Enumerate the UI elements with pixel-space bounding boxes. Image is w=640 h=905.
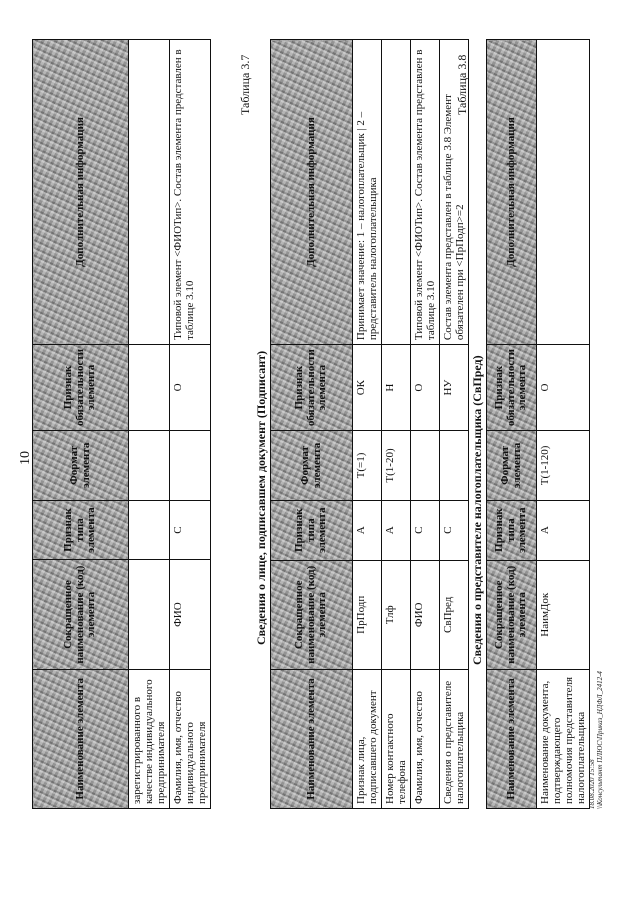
table-cell: зарегистрированного в качестве индивидуального предпринимателя (129, 669, 170, 808)
table-cell: О (537, 345, 590, 431)
table-cell: Состав элемента представлен в таблице 3.8 Элемент обязателен при <ПрПодп>=2 (440, 40, 469, 345)
table-cell: Типовой элемент <ФИОТип>. Состав элемента представлен в таблице 3.10 (170, 40, 211, 345)
column-header: Дополнительная информация (487, 40, 537, 345)
table-cell: Принимает значение: 1 – налогоплательщик | 2 – представитель налогоплательщика (353, 40, 382, 345)
table-cell: Тлф (382, 560, 411, 669)
table-row (353, 40, 382, 809)
column-header: Наименование элемента (33, 669, 129, 808)
table-row (411, 40, 440, 809)
table-cell: ОК (353, 345, 382, 431)
table-row (382, 40, 411, 809)
column-header: Сокращенное наименование (код) элемента (487, 560, 537, 669)
table-header-row (33, 40, 129, 809)
table-row (170, 40, 211, 809)
column-header: Сокращенное наименование (код) элемента (33, 560, 129, 669)
table-header-row (487, 40, 537, 809)
table-cell: С (411, 500, 440, 560)
table-cell: А (353, 500, 382, 560)
table-cell (537, 40, 590, 345)
table-cell: ПрПодп (353, 560, 382, 669)
table-cell (129, 560, 170, 669)
column-header: Признак типа элемента (271, 500, 353, 560)
table-header-row (271, 40, 353, 809)
table-cell (129, 430, 170, 500)
table-cell: НаимДок (537, 560, 590, 669)
table-row (440, 40, 469, 809)
column-header: Наименование элемента (487, 669, 537, 808)
page-number: 10 (18, 451, 33, 465)
table-cell: С (170, 500, 211, 560)
table-cell: ФИО (170, 560, 211, 669)
footer-timestamp: 18.08.2020 15:58 (588, 759, 596, 809)
table-cell (129, 500, 170, 560)
table-cell: Т(1-120) (537, 431, 590, 501)
table-cell (129, 40, 170, 345)
table-cell (440, 431, 469, 501)
table-cell: СвПред (440, 560, 469, 669)
column-header: Признак обязательности элемента (33, 344, 129, 430)
table-cell: Признак лица, подписавшего документ (353, 669, 382, 808)
column-header: Признак обязательности элемента (271, 345, 353, 431)
table-cell: А (537, 500, 590, 560)
table-cell: Т(1-20) (382, 431, 411, 501)
table-cell: НУ (440, 345, 469, 431)
footer-note (588, 671, 605, 809)
table-cell (170, 430, 211, 500)
table-cell: Типовой элемент <ФИОТип>. Состав элемента представлен в таблице 3.10 (411, 40, 440, 345)
column-header: Формат элемента (271, 431, 353, 501)
table-cell: ФИО (411, 560, 440, 669)
column-header: Формат элемента (33, 430, 129, 500)
table-cell: С (440, 500, 469, 560)
table-cell: Фамилия, имя, отчество индивидуального предпринимателя (170, 669, 211, 808)
table-cell: Фамилия, имя, отчество (411, 669, 440, 808)
column-header: Признак типа элемента (33, 500, 129, 560)
table-cell: О (170, 344, 211, 430)
column-header: Признак обязательности элемента (487, 345, 537, 431)
table-title: Сведения о представителе налогоплательщика (СвПред) (470, 355, 484, 665)
table-title: Сведения о лице, подписавшем документ (Подписант) (254, 350, 268, 645)
column-header: Дополнительная информация (271, 40, 353, 345)
table-cell: О (411, 345, 440, 431)
table-cell: Номер контактного телефона (382, 669, 411, 808)
table-cell: Сведения о представителе налогоплательщика (440, 669, 469, 808)
table-cell (382, 40, 411, 345)
footer-path: \\Консультант ПЛЮС\Приказ_НДФЛ_2412-4 (596, 671, 605, 809)
table-row (129, 40, 170, 809)
column-header: Дополнительная информация (33, 40, 129, 345)
table-row (537, 40, 590, 809)
table-cell (129, 344, 170, 430)
table-cell: Н (382, 345, 411, 431)
column-header: Формат элемента (487, 431, 537, 501)
table-label: Таблица 3.8 (455, 54, 469, 115)
table-label: Таблица 3.7 (238, 54, 252, 115)
table-continued (32, 39, 211, 809)
table-3-8 (486, 39, 590, 809)
table-cell (411, 431, 440, 501)
column-header: Признак типа элемента (487, 500, 537, 560)
column-header: Сокращенное наименование (код) элемента (271, 560, 353, 669)
table-3-7 (270, 39, 469, 809)
table-cell: Наименование документа, подтверждающего полномочия представителя налогоплательщика (537, 669, 590, 808)
table-cell: А (382, 500, 411, 560)
table-cell: Т(=1) (353, 431, 382, 501)
column-header: Наименование элемента (271, 669, 353, 808)
